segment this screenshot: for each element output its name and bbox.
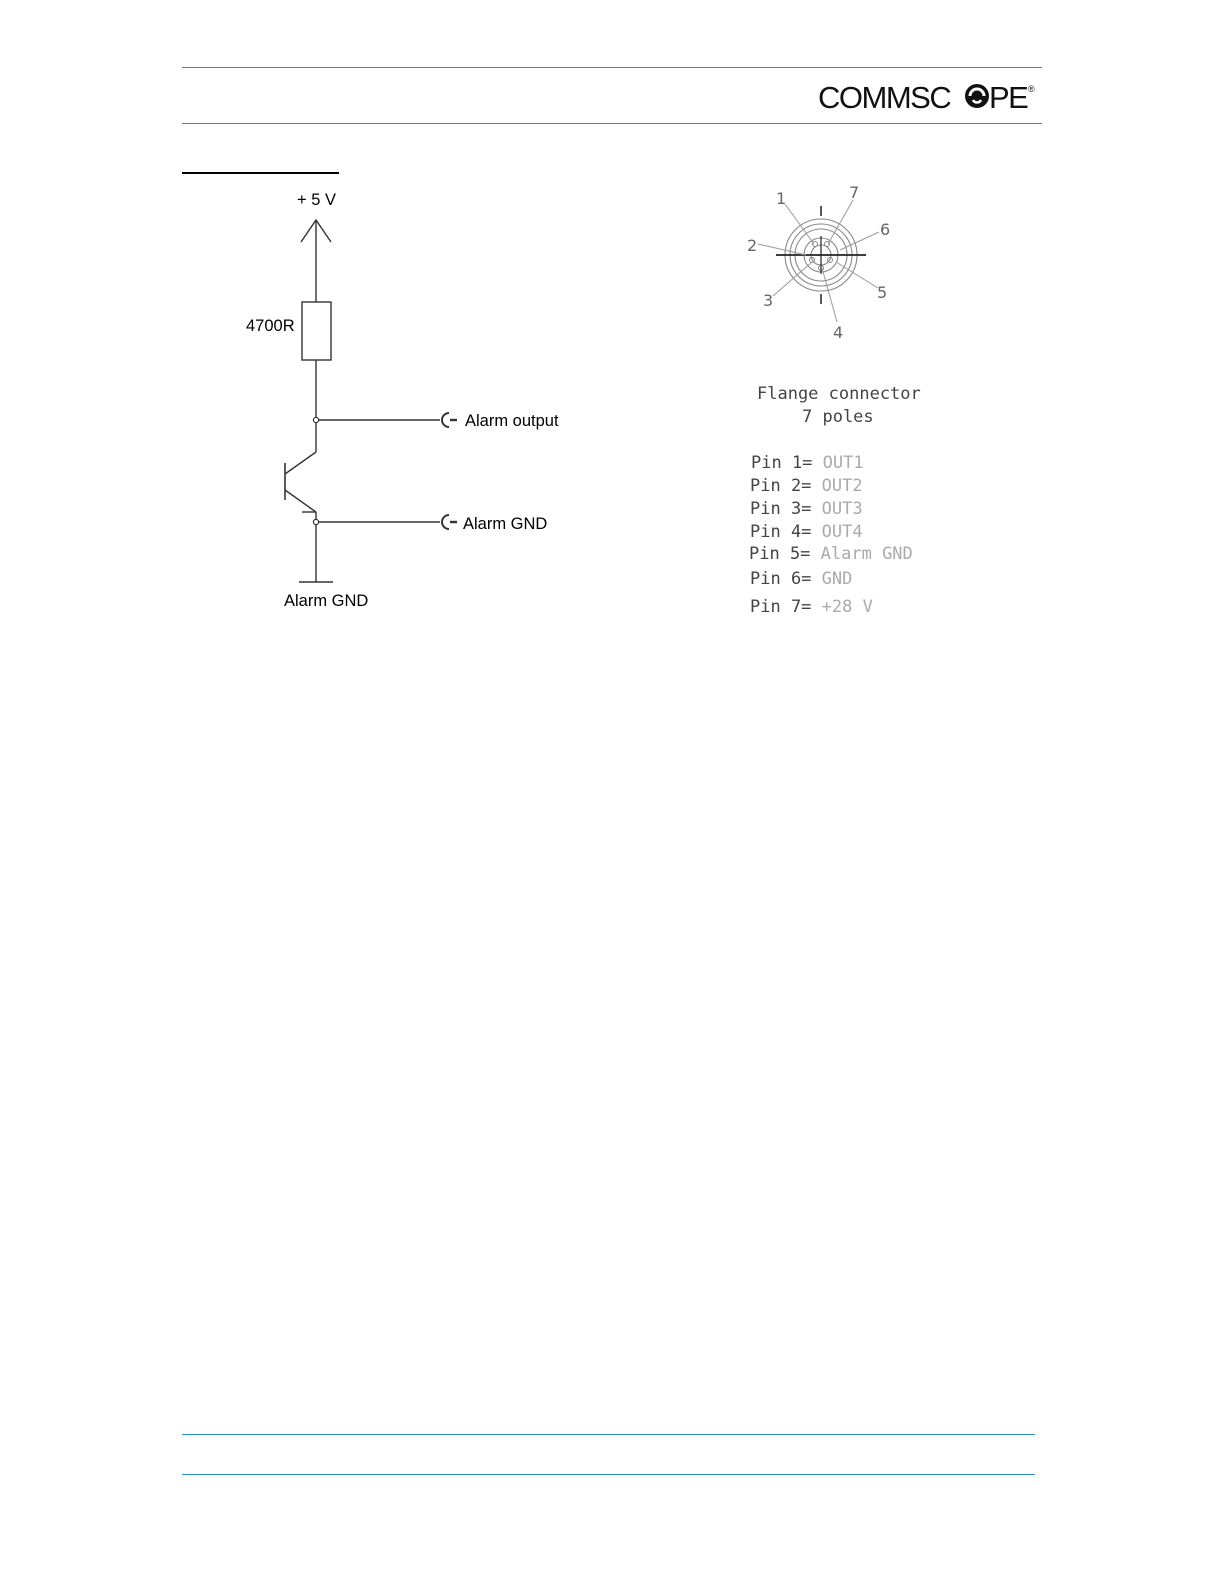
pin-number-1: 1 [776,189,787,208]
pin-row-4: Pin 4= OUT4 [750,522,863,542]
pin-row-2: Pin 2= OUT2 [750,476,863,496]
pin-assignment-list [749,453,913,617]
npn-transistor-icon [285,452,316,512]
pin-row-5: Pin 5= Alarm GND [749,544,913,564]
pin-number-6: 6 [880,220,891,239]
pin-row-1: Pin 1= OUT1 [751,453,864,473]
pin-number-2: 2 [747,236,758,255]
connector-subtitle: 7 poles [802,407,874,427]
resistor-label: 4700R [246,317,295,335]
ground-label: Alarm GND [284,592,369,610]
resistor-body [302,302,331,360]
output-terminal-icon [420,413,457,427]
alarm-gnd-terminal-label: Alarm GND [463,515,548,533]
logo-text: COMMSC [818,80,951,112]
pin-row-7: Pin 7= +28 V [750,597,873,617]
pin-number-4: 4 [833,323,844,342]
gnd-node-dot [313,519,318,524]
pin-number-3: 3 [763,291,774,310]
pin-number-5: 5 [877,283,888,302]
gnd-terminal-icon [420,515,457,529]
pin-leader-lines [758,200,879,322]
connector-face-icon [776,206,866,304]
connector-title: Flange connector [757,384,921,404]
logo-text-end: PE [989,80,1028,112]
alarm-circuit-schematic [246,191,559,610]
flange-connector-drawing [747,183,921,617]
pin-row-6: Pin 6= GND [750,569,853,589]
output-node-dot [313,417,318,422]
registered-mark: ® [1028,84,1035,94]
supply-voltage-label: + 5 V [297,191,336,209]
alarm-output-label: Alarm output [465,412,559,430]
pin-number-7: 7 [849,183,860,202]
pin-row-3: Pin 3= OUT3 [750,499,863,519]
